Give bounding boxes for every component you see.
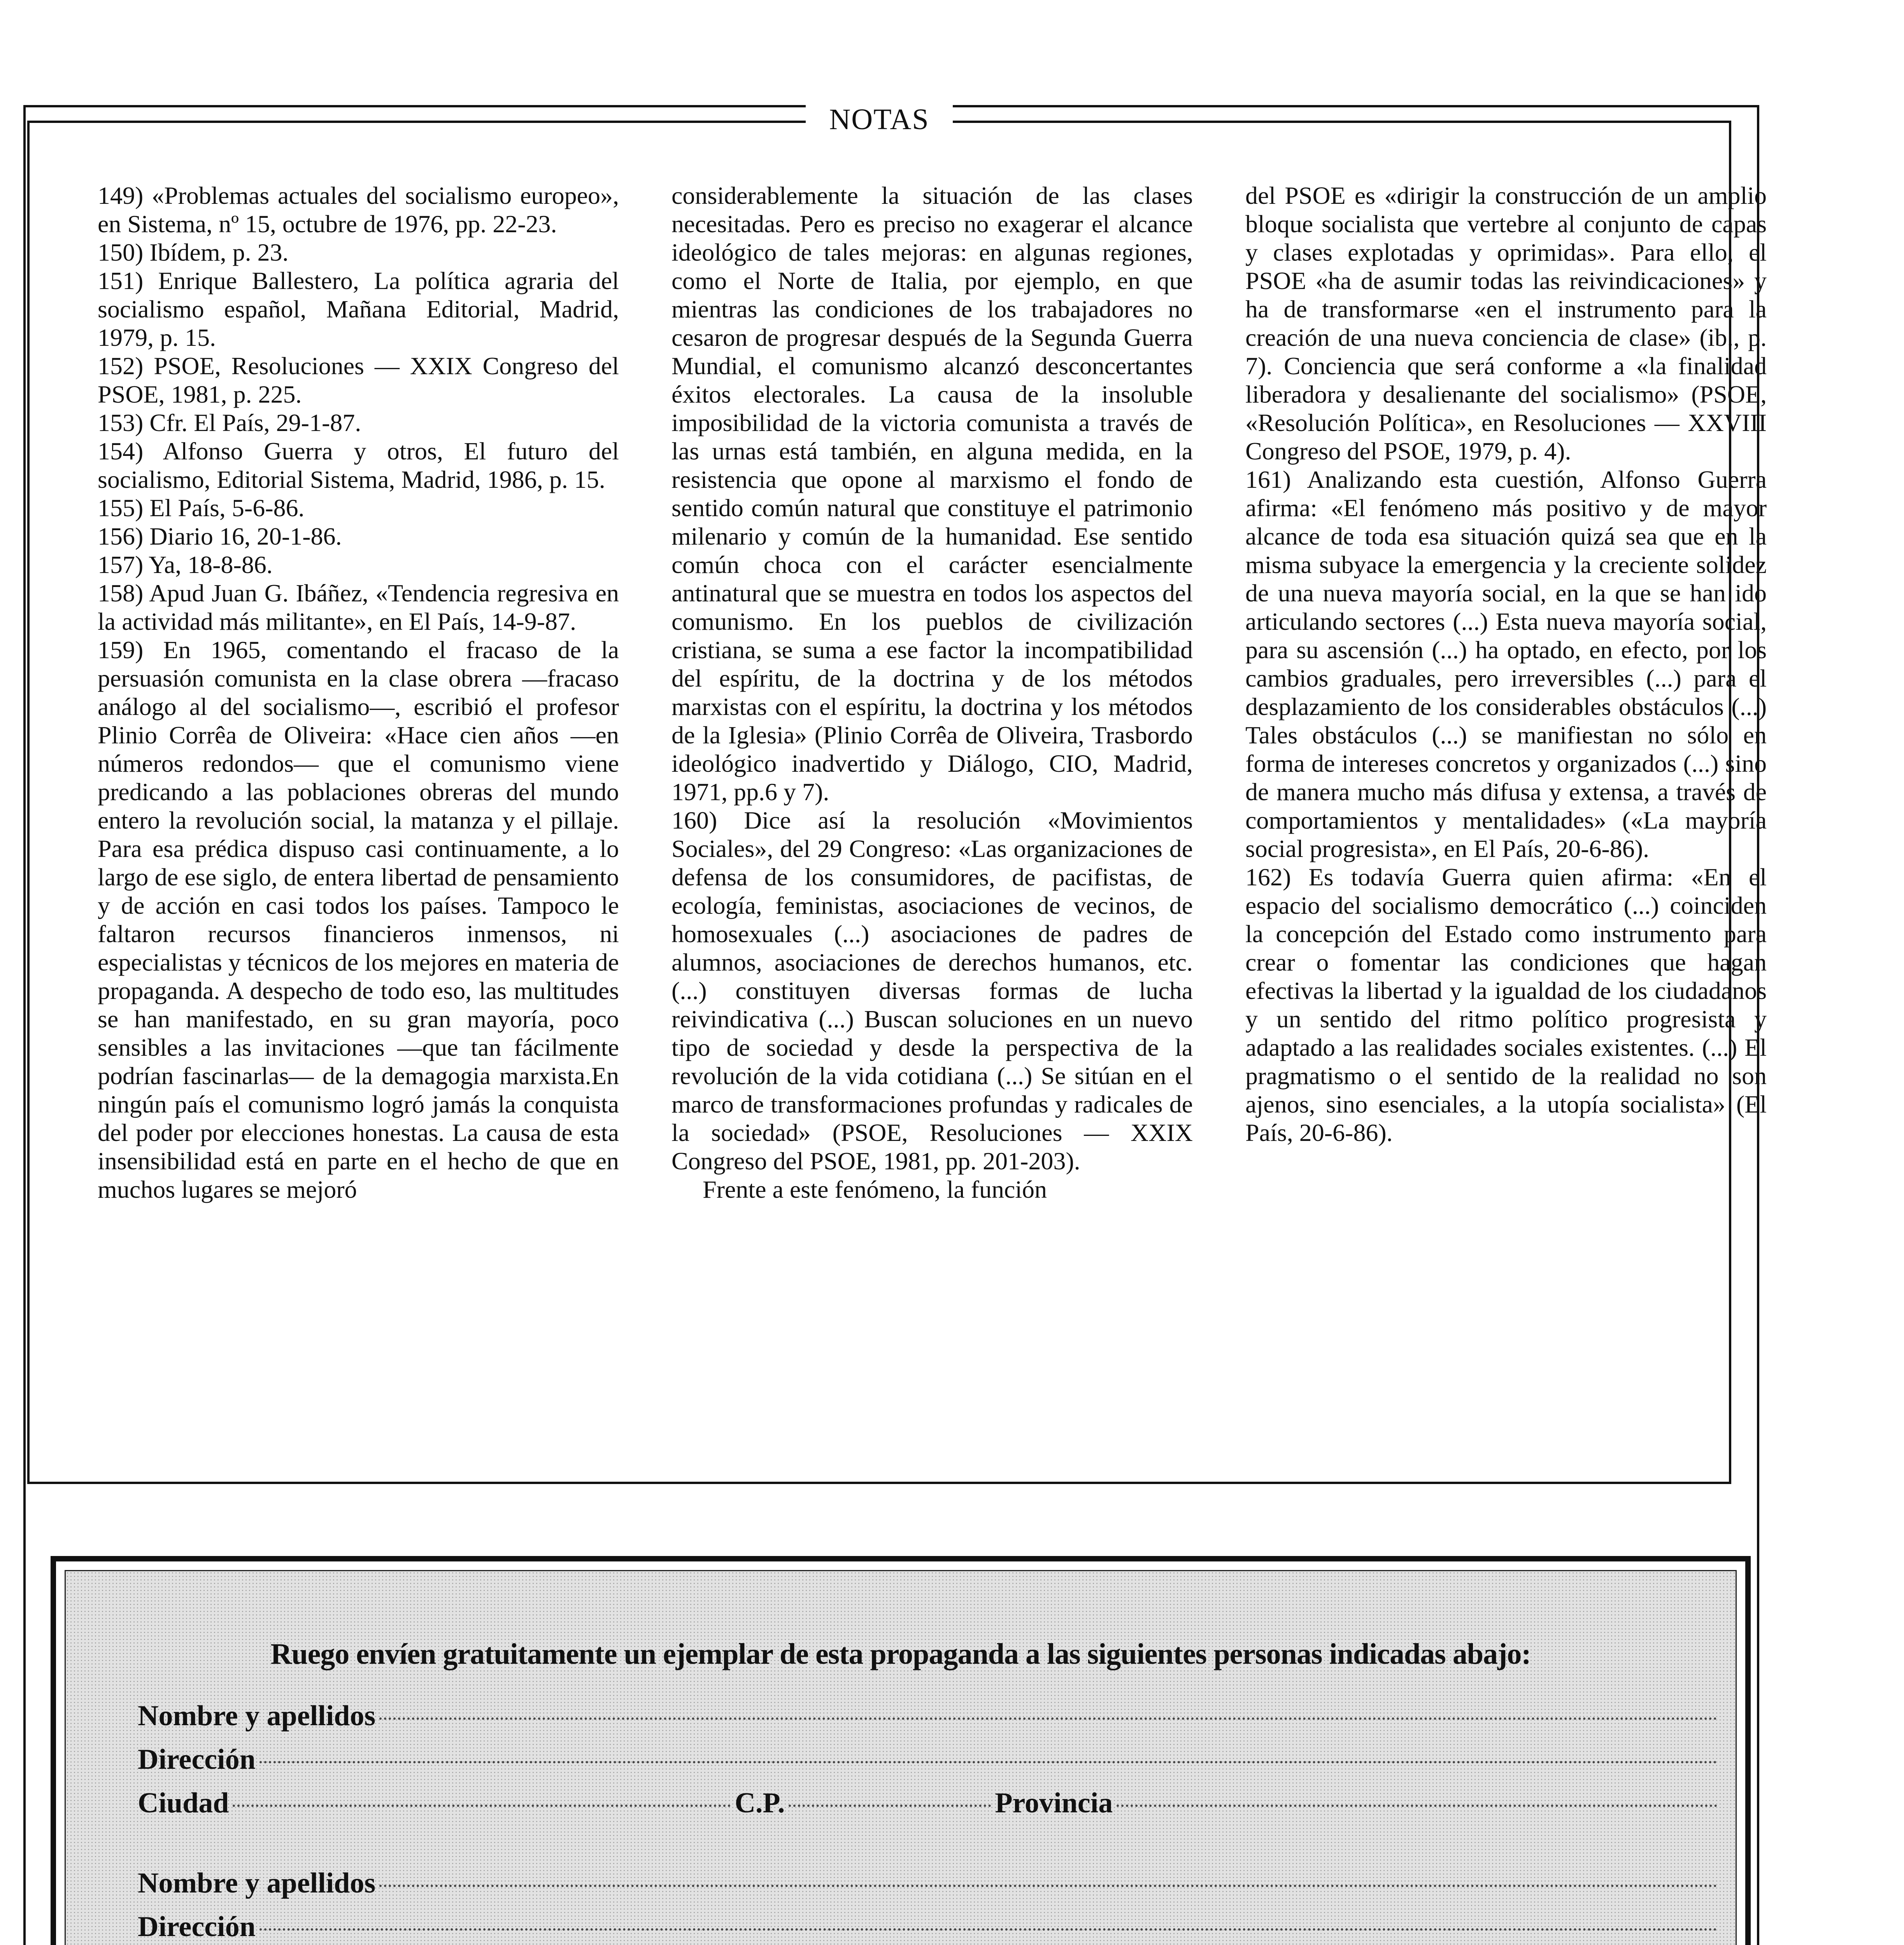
postal-code-field[interactable] — [789, 1805, 991, 1807]
note-160: 160) Dice así la resolución «Movimientos Sociales», del 29 Congreso: «Las organizaciones de defensa de los consumidores, de pacifistas, de ecología, feministas, asociaciones de vecinos, de homosexuales (...) asociaciones de padres de alumnos, asociaciones de derechos humanos, etc. (...) constituyen diversas formas de lucha reivindicativa (...) Buscan soluciones en un nuevo tipo de sociedad y desde la perspectiva de la revolución de la vida cotidiana (...) Se sitúan en el marco de transformaciones profundas y radicales de la sociedad» (PSOE, Resoluciones — XXIX Congreso del PSOE, 1981, pp. 201-203). — [671, 806, 1193, 1175]
note-157: 157) Ya, 18-8-86. — [98, 551, 273, 578]
note-158: 158) Apud Juan G. Ibáñez, «Tendencia regresiva en la actividad más militante», en El País, 14-9-87. — [98, 579, 619, 635]
postal-code-label: C.P. — [735, 1787, 785, 1819]
name-field[interactable] — [379, 1885, 1717, 1887]
note-159: 159) En 1965, comentando el fracaso de la persuasión comunista en la clase obrera —fracaso análogo al del socialismo—, escribió el profesor Plinio Corrêa de Oliveira: «Hace cien años —en números redondos— que el comunismo viene predicando a las poblaciones obreras del mundo entero la revolución social, la matanza y el pillaje. Para esa prédica dispuso casi continuamente, a lo largo de ese siglo, de entera libertad de pensamiento y de acción en casi todos los países. Tampoco le faltaron recursos financieros inmensos, ni especialistas y técnicos de los mejores en materia de propaganda. A despecho de todo eso, las multitudes se han manifestado, en su gran mayoría, poco sensibles a las invitaciones —que tan fácilmente podrían fascinarlas— de la demagogia marxista.En ningún país el comunismo logró jamás la conquista del poder por elecciones honestas. La causa de esta insensibilidad está en parte en el hecho de que en muchos lugares se mejoró — [98, 636, 619, 1203]
text-paragraph: Frente a este fenómeno, la función — [703, 1176, 1047, 1203]
province-label: Provincia — [995, 1787, 1113, 1819]
note-161: 161) Analizando esta cuestión, Alfonso Guerra afirma: «El fenómeno más positivo y de mayor alcance de toda esa situación quizá sea que en la misma subyace la emergencia y la creciente solidez de una nueva mayoría social, en la que se han ido articulando sectores (...) Esta nueva mayoría social, para su ascensión (...) ha optado, en efecto, por los cambios graduales, pero irreversibles (...) para el desplazamiento de los considerables obstáculos (...) Tales obstáculos (...) se manifiestan no sólo en forma de intereses concretos y organizados (...) sino de manera mucho más difusa y extensa, a través de comportamientos y mentalidades» («La mayoría social progresista», en El País, 20-6-86). — [1245, 466, 1767, 862]
note-152: 152) PSOE, Resoluciones — XXIX Congreso del PSOE, 1981, p. 225. — [98, 352, 619, 408]
notes-column-1 — [98, 181, 619, 1204]
address-field[interactable] — [259, 1761, 1717, 1763]
province-field[interactable] — [1117, 1805, 1717, 1807]
request-form — [51, 1556, 1751, 1945]
note-162: 162) Es todavía Guerra quien afirma: «En el espacio del socialismo democrático (...) coinciden la concepción del Estado como instrumento para crear o fomentar las condiciones que hagan efectivas la libertad y la igualdad de los ciudadanos y un sentido del ritmo político progresista y adaptado a las realidades sociales existentes. (...) El pragmatismo o el sentido de la realidad no son ajenos, sino esenciales, a la utopía socialista» (El País, 20-6-86). — [1245, 863, 1767, 1146]
city-field[interactable] — [233, 1805, 731, 1807]
address-label: Dirección — [138, 1911, 256, 1943]
note-151: 151) Enrique Ballestero, La política agraria del socialismo español, Mañana Editorial, Madrid, 1979, p. 15. — [98, 267, 619, 351]
note-159-continued: considerablemente la situación de las clases necesitadas. Pero es preciso no exagerar el alcance ideológico de tales mejoras: en algunas regiones, como el Norte de Italia, por ejemplo, en que mientras las condiciones de los trabajadores no cesaron de progresar después de la Segunda Guerra Mundial, el comunismo alcanzó desconcertantes éxitos electorales. La causa de la insoluble imposibilidad de la victoria comunista a través de las urnas está también, en alguna medida, en la resistencia que opone al marxismo el fondo de sentido común natural que constituye el patrimonio milenario y común de la humanidad. Ese sentido común choca con el carácter esencialmente antinatural que se muestra en todos los aspectos del comunismo. En los pueblos de civilización cristiana, se suma a ese factor la incompatibilidad del espíritu, de la doctrina y de los métodos marxistas con el espíritu, la doctrina y los métodos de la Iglesia» (Plinio Corrêa de Oliveira, Trasbordo ideológico inadvertido y Diálogo, CIO, Madrid, 1971, pp.6 y 7). — [671, 182, 1193, 806]
notes-column-2 — [671, 181, 1193, 1204]
note-150: 150) Ibídem, p. 23. — [98, 238, 289, 266]
address-label: Dirección — [138, 1743, 256, 1775]
note-155: 155) El País, 5-6-86. — [98, 494, 305, 522]
city-label: Ciudad — [138, 1787, 229, 1819]
note-156: 156) Diario 16, 20-1-86. — [98, 522, 342, 550]
note-153: 153) Cfr. El País, 29-1-87. — [98, 409, 361, 436]
address-entry-2 — [138, 1867, 1721, 1945]
name-label: Nombre y apellidos — [138, 1700, 376, 1732]
form-background — [65, 1570, 1737, 1945]
note-154: 154) Alfonso Guerra y otros, El futuro del socialismo, Editorial Sistema, Madrid, 1986, p. 15. — [98, 437, 619, 493]
notes-title-wrap — [30, 103, 1729, 137]
name-field[interactable] — [379, 1717, 1717, 1720]
note-149: 149) «Problemas actuales del socialismo europeo», en Sistema, nº 15, octubre de 1976, pp. 22-23. — [98, 182, 619, 238]
form-heading: Ruego envíen gratuitamente un ejemplar de esta propaganda a las siguientes personas indicadas abajo: — [270, 1638, 1531, 1670]
notes-column-3 — [1245, 181, 1767, 1147]
notes-title: NOTAS — [806, 103, 952, 137]
address-field[interactable] — [259, 1928, 1717, 1931]
text-paragraph-continued: del PSOE es «dirigir la construcción de un amplio bloque socialista que vertebre al conjunto de capas y clases explotadas y oprimidas». Para ello, el PSOE «ha de asumir todas las reivindicaciones» y ha de transformarse «en el instrumento para la creación de una nueva conciencia de clase» (ib., p. 7). Conciencia que será conforme a «la finalidad liberadora y desalienante del socialismo» (PSOE, «Resolución Política», en Resoluciones — XXVIII Congreso del PSOE, 1979, p. 4). — [1245, 182, 1767, 465]
notes-section — [27, 103, 1767, 1484]
name-label: Nombre y apellidos — [138, 1867, 376, 1899]
address-entry-1 — [138, 1700, 1721, 1830]
